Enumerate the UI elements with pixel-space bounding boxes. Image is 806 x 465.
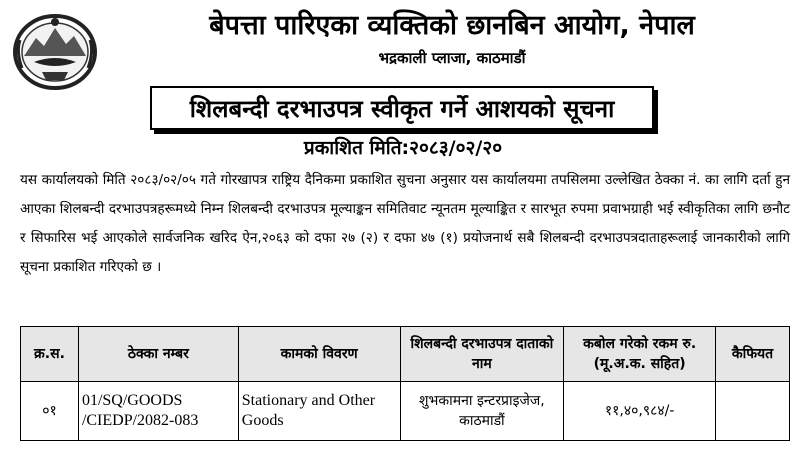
notice-title-text: शिलबन्दी दरभाउपत्र स्वीकृत गर्ने आशयको सूचना: [189, 94, 615, 123]
cell-contract-no: 01/SQ/GOODS /CIEDP/2082-083: [78, 382, 238, 441]
header-work-description: कामको विवरण: [238, 327, 400, 382]
cell-work-description: Stationary and Other Goods: [238, 382, 400, 441]
header-contract-no: ठेक्का नम्बर: [78, 327, 238, 382]
table-row: [21, 382, 790, 441]
header-remarks: कैफियत: [716, 327, 790, 382]
notice-body: यस कार्यालयको मिति २०८३/०२/०५ गते गोरखापत्र राष्ट्रिय दैनिकमा प्रकाशित सुचना अनुसार यस कार्यालयमा तपसिलमा उल्लेखित ठेक्का नं. का लागि दर्ता हुन आएका शिलबन्दी दरभाउपत्रहरूमध्ये निम्न शिलबन्दी दरभाउपत्र मूल्याङ्कन समितिवाट न्यूनतम मूल्याङ्कित र सारभूत रुपमा प्रवाभग्राही भई स्वीकृतिका लागि छनौट र सिफारिस भई आएकोले सार्वजनिक खरिद ऐन,२०६३ को दफा २७ (२) र दफा ४७ (१) प्रयोजनार्थ सबै शिलबन्दी दरभाउपत्रदाताहरूलाई जानकारीको लागि सूचना प्रकाशित गरिएको छ ।: [20, 172, 790, 275]
organization-address: भद्रकाली प्लाजा, काठमाडौं: [378, 49, 526, 67]
organization-name: बेपत्ता पारिएका व्यक्तिको छानबिन आयोग, नेपाल: [209, 10, 695, 41]
cell-remarks: [716, 382, 790, 441]
published-date-label: प्रकाशित मिति:: [303, 137, 410, 159]
bids-table: [20, 326, 790, 441]
header-bidder-name: शिलबन्दी दरभाउपत्र दाताको नाम: [400, 327, 564, 382]
table-header-row: [21, 327, 790, 382]
cell-bid-amount: ११,४०,९८४/-: [564, 382, 716, 441]
cell-bidder-name: शुभकामना इन्टरप्राइजेज, काठमाडौं: [400, 382, 564, 441]
header-sn: क्र.स.: [21, 327, 79, 382]
published-date-value: २०८३/०२/२०: [409, 137, 503, 159]
published-date-line: [0, 134, 806, 160]
cell-sn: ०१: [21, 382, 79, 441]
header-bid-amount: कबोल गरेको रकम रु. (मू.अ.क. सहित): [564, 327, 716, 382]
nepal-emblem-icon: [12, 10, 98, 90]
notice-title: [150, 86, 654, 130]
